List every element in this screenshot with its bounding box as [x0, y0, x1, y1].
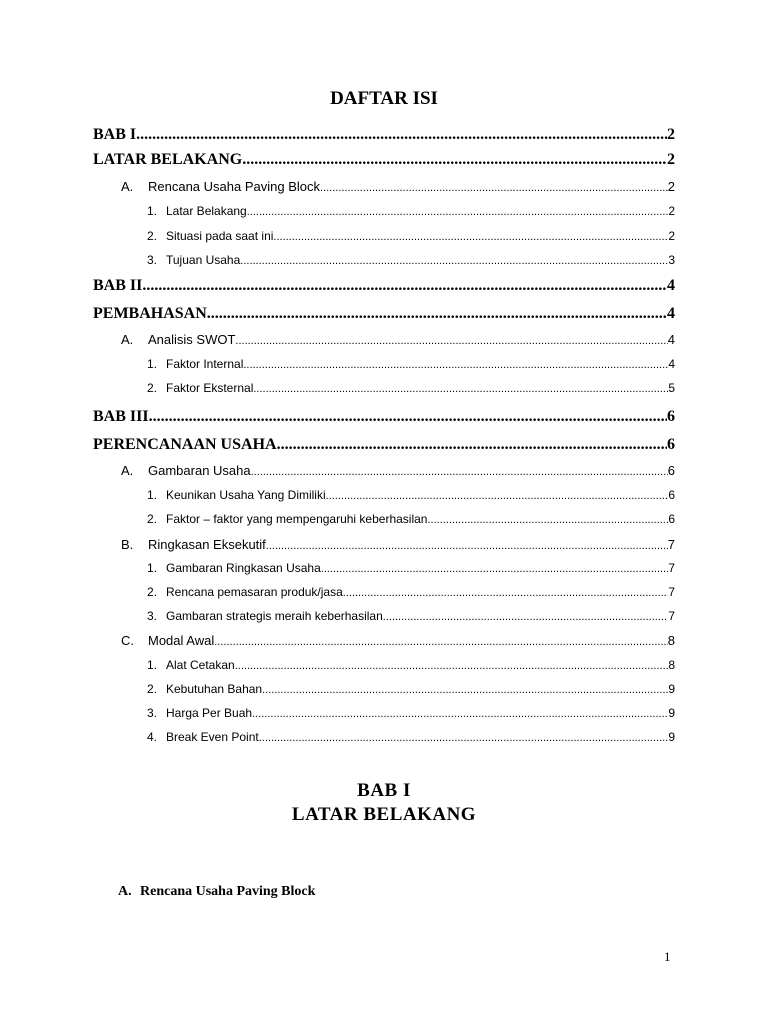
toc-entry-title: BAB I: [93, 126, 137, 143]
toc-dot-leader: [136, 126, 667, 144]
toc-entry[interactable]: [147, 488, 675, 502]
toc-entry-title: Gambaran Usaha: [148, 463, 251, 478]
chapter-title: LATAR BELAKANG: [291, 804, 477, 825]
toc-entry-number: A.: [121, 332, 134, 347]
toc-entry[interactable]: [147, 706, 675, 720]
toc-entry[interactable]: [147, 381, 675, 395]
toc-dot-leader: [273, 229, 668, 243]
toc-dot-leader: [214, 633, 668, 648]
toc-dot-leader: [343, 585, 669, 599]
toc-dot-leader: [277, 436, 667, 454]
toc-entry-page: 9: [668, 706, 675, 720]
toc-entry-title: Latar Belakang: [166, 204, 247, 218]
toc-entry-page: 9: [668, 730, 675, 744]
toc-entry[interactable]: [147, 512, 675, 526]
toc-entry-page: 9: [668, 682, 675, 696]
toc-dot-leader: [242, 151, 667, 169]
toc-entry-number: B.: [121, 537, 134, 552]
toc-dot-leader: [253, 381, 668, 395]
toc-entry-number: 2.: [147, 585, 158, 599]
toc-entry-title: BAB II: [93, 277, 143, 294]
toc-entry[interactable]: [147, 229, 675, 243]
toc-entry[interactable]: [147, 609, 675, 623]
toc-entry-number: A.: [121, 463, 134, 478]
toc-entry[interactable]: [147, 682, 675, 696]
toc-entry-page: 7: [668, 561, 675, 575]
toc-dot-leader: [266, 537, 668, 552]
toc-entry-title: Harga Per Buah: [166, 706, 253, 720]
toc-entry-title: Faktor – faktor yang mempengaruhi keberhasilan: [166, 512, 428, 526]
toc-dot-leader: [149, 408, 667, 426]
toc-entry-page: 6: [667, 436, 675, 453]
toc-entry-title: Faktor Internal: [166, 357, 244, 371]
toc-entry-number: 1.: [147, 488, 158, 502]
toc-entry-title: Gambaran Ringkasan Usaha: [166, 561, 321, 575]
section-heading-title: Rencana Usaha Paving Block: [140, 884, 316, 899]
toc-entry-title: Ringkasan Eksekutif: [148, 537, 266, 552]
toc-entry[interactable]: [93, 408, 675, 426]
toc-entry-page: 7: [667, 537, 675, 552]
toc-dot-leader: [383, 609, 669, 623]
toc-dot-leader: [259, 730, 669, 744]
toc-entry-page: 3: [668, 253, 675, 267]
toc-entry-title: Rencana Usaha Paving Block: [148, 179, 320, 194]
toc-entry-page: 2: [668, 229, 675, 243]
toc-entry-page: 4: [667, 277, 675, 294]
toc-entry-title: Tujuan Usaha: [166, 253, 241, 267]
page-number: 1: [664, 949, 671, 964]
toc-entry-title: Modal Awal: [148, 633, 215, 648]
toc-entry-title: LATAR BELAKANG: [93, 151, 243, 168]
toc-dot-leader: [243, 357, 668, 371]
toc-entry-number: A.: [121, 179, 134, 194]
toc-entry-number: 3.: [147, 609, 158, 623]
toc-dot-leader: [427, 512, 668, 526]
section-heading-number: A.: [118, 884, 132, 899]
toc-dot-leader: [252, 706, 668, 720]
section-heading: [118, 884, 315, 900]
toc-dot-leader: [321, 561, 669, 575]
toc-title: DAFTAR ISI: [330, 88, 438, 109]
toc-entry-title: Alat Cetakan: [166, 658, 235, 672]
toc-entry-title: Kebutuhan Bahan: [166, 682, 263, 696]
toc-entry-number: C.: [121, 633, 134, 648]
toc-entry[interactable]: [93, 277, 675, 295]
toc-entry-number: 2.: [147, 381, 158, 395]
toc-dot-leader: [240, 253, 668, 267]
toc-entry[interactable]: [93, 305, 675, 323]
toc-dot-leader: [235, 332, 667, 347]
toc-entry[interactable]: [147, 585, 675, 599]
chapter-number: BAB I: [357, 780, 411, 801]
toc-dot-leader: [142, 277, 667, 295]
toc-entry[interactable]: [121, 332, 675, 347]
toc-entry-number: 2.: [147, 682, 158, 696]
toc-entry-title: Faktor Eksternal: [166, 381, 254, 395]
toc-dot-leader: [320, 179, 668, 194]
toc-entry-page: 6: [668, 488, 675, 502]
toc-dot-leader: [235, 658, 669, 672]
toc-entry-page: 2: [667, 179, 675, 194]
toc-dot-leader: [262, 682, 668, 696]
toc-entry[interactable]: [147, 561, 675, 575]
toc-entry-title: Rencana pemasaran produk/jasa: [166, 585, 343, 599]
toc-entry-title: Situasi pada saat ini: [166, 229, 274, 243]
toc-entry[interactable]: [121, 537, 675, 552]
toc-dot-leader: [207, 305, 667, 323]
toc-entry-page: 2: [667, 151, 675, 168]
toc-entry[interactable]: [147, 357, 675, 371]
toc-dot-leader: [251, 463, 668, 478]
toc-entry-number: 4.: [147, 730, 158, 744]
toc-entry-page: 4: [668, 357, 675, 371]
toc-entry[interactable]: [93, 151, 675, 169]
toc-dot-leader: [247, 204, 669, 218]
toc-entry-page: 8: [668, 658, 675, 672]
toc-entry-number: 1.: [147, 204, 158, 218]
toc-dot-leader: [326, 488, 669, 502]
toc-entry-page: 4: [667, 332, 675, 347]
toc-entry-page: 6: [668, 512, 675, 526]
toc-entry[interactable]: [121, 179, 675, 194]
toc-entry[interactable]: [121, 463, 675, 478]
toc-entry-number: 3.: [147, 706, 158, 720]
toc-entry-number: 1.: [147, 658, 158, 672]
toc-entry-page: 8: [667, 633, 675, 648]
toc-entry-title: PERENCANAAN USAHA: [93, 436, 277, 453]
toc-entry-page: 6: [667, 463, 675, 478]
toc-entry-page: 5: [668, 381, 675, 395]
toc-entry[interactable]: [147, 204, 675, 218]
toc-entry-number: 3.: [147, 253, 158, 267]
toc-entry[interactable]: [93, 126, 675, 144]
toc-entry-page: 2: [668, 204, 675, 218]
toc-entry-number: 2.: [147, 229, 158, 243]
toc-entry[interactable]: [147, 730, 675, 744]
toc-entry-title: BAB III: [93, 408, 149, 425]
toc-entry[interactable]: [147, 658, 675, 672]
toc-entry[interactable]: [93, 436, 675, 454]
toc-entry-title: Break Even Point: [166, 730, 259, 744]
toc-entry-page: 2: [667, 126, 675, 143]
toc-entry-page: 7: [668, 609, 675, 623]
toc-entry-title: PEMBAHASAN: [93, 305, 207, 322]
toc-entry[interactable]: [147, 253, 675, 267]
toc-entry-number: 1.: [147, 561, 158, 575]
toc-entry-title: Analisis SWOT: [148, 332, 236, 347]
toc-entry-page: 6: [667, 408, 675, 425]
toc-entry-title: Keunikan Usaha Yang Dimiliki: [166, 488, 326, 502]
toc-entry-page: 7: [668, 585, 675, 599]
toc-entry[interactable]: [121, 633, 675, 648]
toc-entry-page: 4: [667, 305, 675, 322]
toc-entry-title: Gambaran strategis meraih keberhasilan: [166, 609, 383, 623]
toc-entry-number: 2.: [147, 512, 158, 526]
toc-entry-number: 1.: [147, 357, 158, 371]
